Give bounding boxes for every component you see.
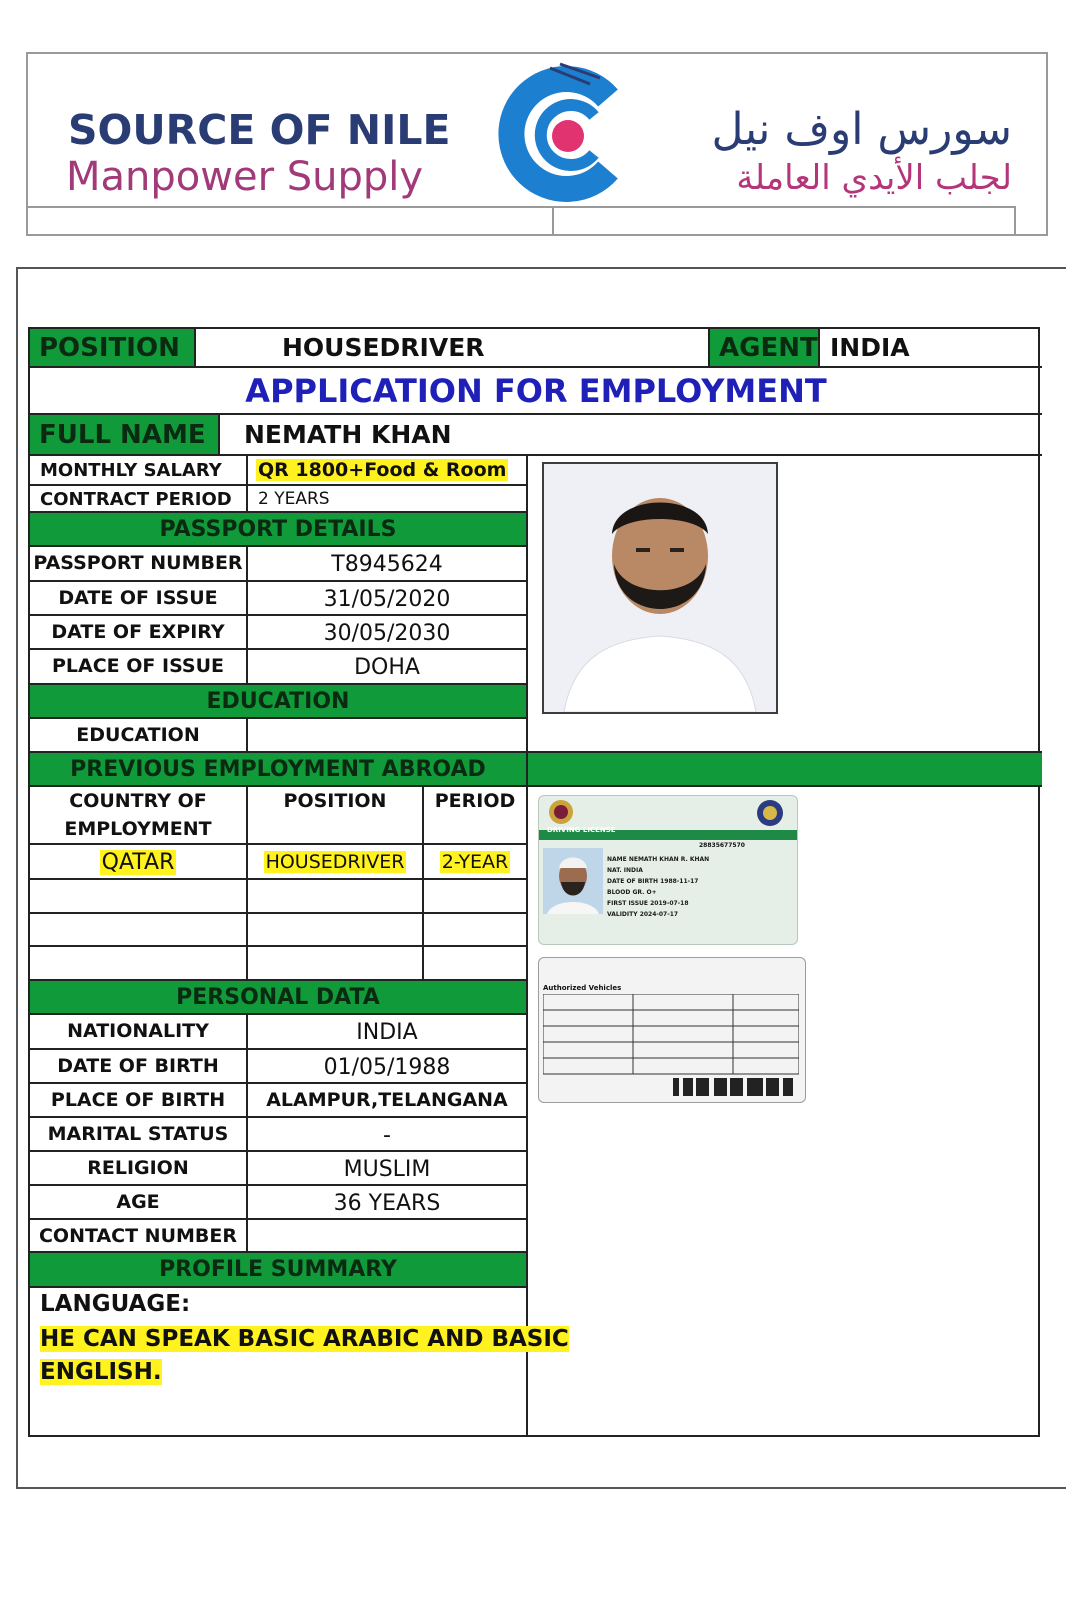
qatar-emblem-icon xyxy=(547,798,575,826)
employment-country: QATAR xyxy=(101,849,175,875)
license-title: DRIVING LICENSE xyxy=(547,826,616,834)
education-heading: EDUCATION xyxy=(30,685,526,717)
form-title: APPLICATION FOR EMPLOYMENT xyxy=(245,371,827,410)
license-nat-label: NAT. xyxy=(607,867,622,874)
employment-position: HOUSEDRIVER xyxy=(265,851,405,873)
license-validity-value: 2024-07-17 xyxy=(639,911,679,918)
monthly-salary-label: MONTHLY SALARY xyxy=(40,459,222,481)
education-value xyxy=(248,719,526,751)
position-value: HOUSEDRIVER xyxy=(282,333,485,362)
employment-country-cell xyxy=(30,845,246,879)
language-summary xyxy=(40,1323,569,1389)
language-summary-line1: HE CAN SPEAK BASIC ARABIC AND BASIC xyxy=(40,1326,569,1352)
applicant-portrait-icon xyxy=(544,464,776,712)
place-of-issue-value: DOHA xyxy=(354,654,420,680)
date-of-issue-value: 31/05/2020 xyxy=(323,586,451,612)
religion-value: MUSLIM xyxy=(343,1156,431,1182)
marital-status-label: MARITAL STATUS xyxy=(47,1123,229,1145)
brand-name: SOURCE OF NILE xyxy=(68,106,451,154)
place-of-birth-value: ALAMPUR,TELANGANA xyxy=(266,1089,508,1111)
employment-position-cell xyxy=(248,845,422,879)
license-first-issue-label: FIRST ISSUE xyxy=(607,900,649,907)
monthly-salary-value-cell xyxy=(248,456,526,484)
license-dob-value: 1988-11-17 xyxy=(660,878,699,885)
education-label: EDUCATION xyxy=(76,724,200,746)
license-number: 28835677570 xyxy=(699,842,745,849)
license-photo-icon xyxy=(543,848,603,914)
company-logo-icon xyxy=(490,58,640,208)
license-blood-label: BLOOD GR. xyxy=(607,889,645,896)
brand-tagline-arabic: لجلب الأيدي العاملة xyxy=(736,158,1012,198)
passport-number-label: PASSPORT NUMBER xyxy=(33,552,243,574)
license-nat-value: INDIA xyxy=(623,867,643,874)
brand-name-arabic: سورس اوف نيل xyxy=(711,104,1012,155)
previous-employment-heading: PREVIOUS EMPLOYMENT ABROAD xyxy=(30,753,526,785)
personal-data-heading: PERSONAL DATA xyxy=(30,981,526,1013)
application-form xyxy=(28,327,1040,1437)
date-of-issue-label: DATE OF ISSUE xyxy=(58,587,218,609)
employment-period: 2-YEAR xyxy=(441,851,509,873)
passport-details-heading: PASSPORT DETAILS xyxy=(30,513,526,545)
driving-license-front xyxy=(538,795,798,945)
license-validity-label: VALIDITY xyxy=(607,911,638,918)
religion-label: RELIGION xyxy=(87,1157,189,1179)
contact-number-label: CONTACT NUMBER xyxy=(38,1225,238,1247)
driving-license-back xyxy=(538,957,806,1103)
place-of-birth-label: PLACE OF BIRTH xyxy=(50,1089,226,1111)
agent-value: INDIA xyxy=(830,333,910,362)
company-header xyxy=(26,52,1048,236)
employment-period-cell xyxy=(424,845,526,879)
date-of-expiry-label: DATE OF EXPIRY xyxy=(51,621,225,643)
header-bottom-strip xyxy=(28,206,1016,234)
license-name-value: NEMATH KHAN R. KHAN xyxy=(628,856,710,863)
nationality-value: INDIA xyxy=(356,1019,418,1045)
license-first-issue-value: 2019-07-18 xyxy=(650,900,689,907)
full-name-value: NEMATH KHAN xyxy=(244,420,452,449)
age-label: AGE xyxy=(116,1191,160,1213)
nationality-label: NATIONALITY xyxy=(67,1020,209,1042)
profile-summary-heading: PROFILE SUMMARY xyxy=(30,1253,526,1286)
license-blood-value: O+ xyxy=(646,889,657,896)
license-fields xyxy=(607,854,709,920)
license-vehicle-table-icon xyxy=(543,994,799,1098)
contact-number-value xyxy=(248,1220,526,1252)
contract-period-label: CONTRACT PERIOD xyxy=(40,488,232,510)
monthly-salary-value: QR 1800+Food & Room xyxy=(258,459,507,481)
col-position-header: POSITION xyxy=(283,790,387,812)
agent-label: AGENT xyxy=(710,329,820,366)
green-band xyxy=(528,753,1042,785)
col-period-header: PERIOD xyxy=(434,790,516,812)
language-summary-line2: ENGLISH. xyxy=(40,1359,162,1385)
license-dob-label: DATE OF BIRTH xyxy=(607,878,658,885)
date-of-birth-value: 01/05/1988 xyxy=(323,1054,451,1080)
col-country-header: COUNTRY OF EMPLOYMENT xyxy=(64,790,212,840)
contract-period-value: 2 YEARS xyxy=(258,489,330,509)
ministry-emblem-icon xyxy=(755,798,785,828)
position-label: POSITION xyxy=(30,329,196,366)
license-name-label: NAME xyxy=(607,856,627,863)
age-value: 36 YEARS xyxy=(333,1190,441,1216)
brand-tagline: Manpower Supply xyxy=(66,154,424,200)
passport-number-value: T8945624 xyxy=(331,551,443,577)
license-back-title: Authorized Vehicles xyxy=(543,984,622,992)
marital-status-value: - xyxy=(383,1122,391,1148)
date-of-expiry-value: 30/05/2030 xyxy=(323,620,451,646)
place-of-issue-label: PLACE OF ISSUE xyxy=(51,655,224,677)
language-label: LANGUAGE: xyxy=(40,1291,191,1317)
date-of-birth-label: DATE OF BIRTH xyxy=(57,1055,219,1077)
applicant-photo xyxy=(542,462,778,714)
full-name-label: FULL NAME xyxy=(30,415,220,454)
